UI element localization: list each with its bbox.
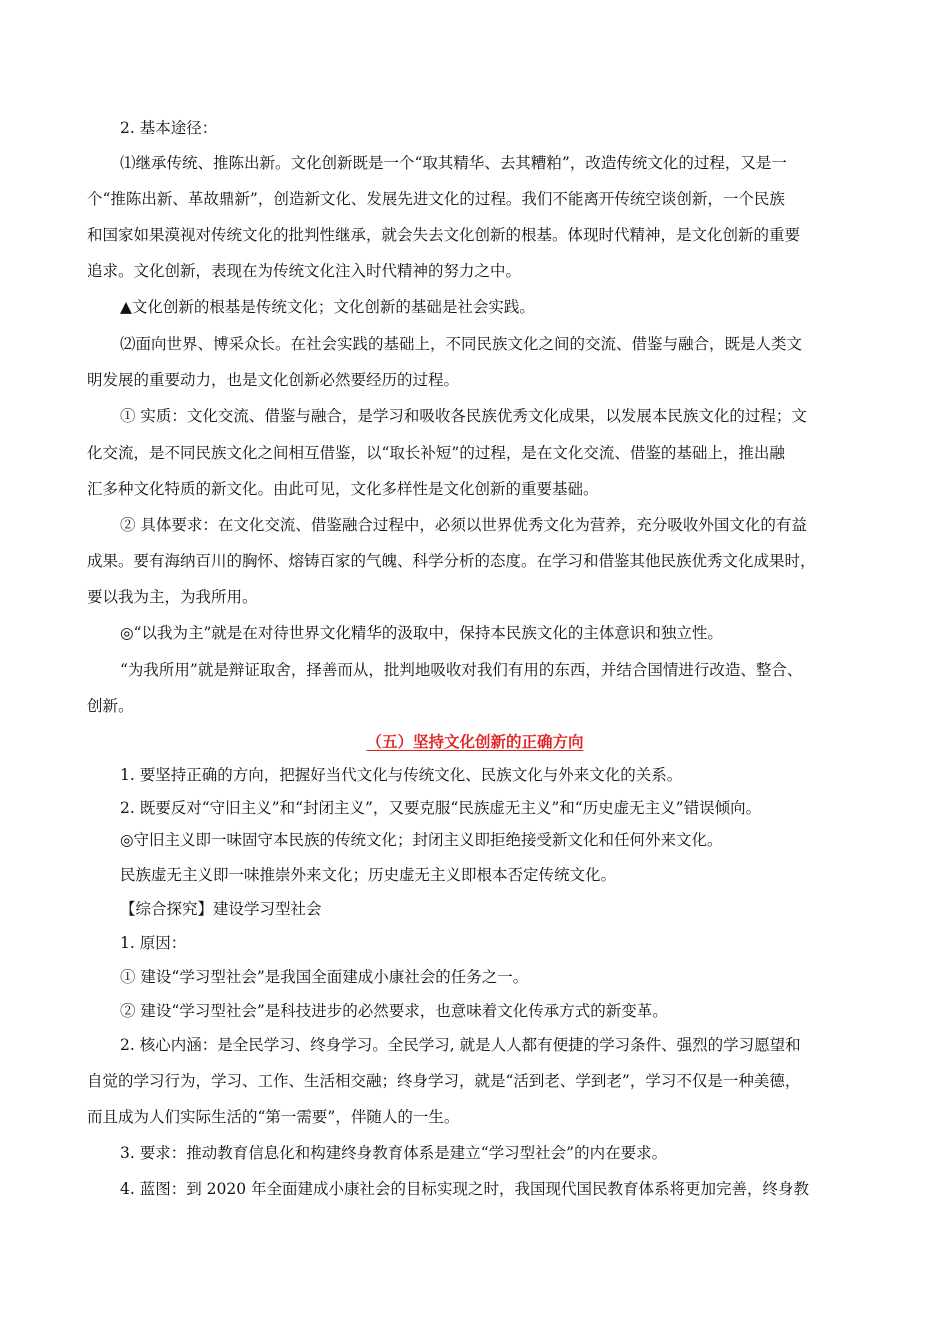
text-line: ◎守旧主义即一味固守本民族的传统文化；封闭主义即拒绝接受新文化和任何外来文化。 — [120, 831, 723, 849]
text-line: “为我所用”就是辩证取舍，择善而从，批判地吸收对我们有用的东西，并结合国情进行改造、整合、 — [120, 661, 803, 679]
text-line: 明发展的重要动力，也是文化创新必然要经历的过程。 — [87, 371, 460, 389]
text-line: 化交流，是不同民族文化之间相互借鉴，以“取长补短”的过程，是在文化交流、借鉴的基础上，推出融 — [87, 444, 785, 462]
text-line: 而且成为人们实际生活的“第一需要”，伴随人的一生。 — [87, 1108, 460, 1126]
text-line: 2. 核心内涵：是全民学习、终身学习。全民学习, 就是人人都有便捷的学习条件、强烈的学习愿望和 — [120, 1036, 801, 1054]
text-line: 自觉的学习行为，学习、工作、生活相交融；终身学习，就是“活到老、学到老”，学习不仅是一种美德， — [87, 1072, 801, 1090]
text-line: 3. 要求：推动教育信息化和构建终身教育体系是建立“学习型社会”的内在要求。 — [120, 1144, 668, 1162]
text-line: 2. 既要反对“守旧主义”和“封闭主义”，又要克服“民族虚无主义”和“历史虚无主义”错误倾向。 — [120, 799, 762, 817]
text-line: 汇多种文化特质的新文化。由此可见，文化多样性是文化创新的重要基础。 — [87, 480, 599, 498]
text-line: 2. 基本途径： — [120, 119, 218, 137]
text-line: ① 实质：文化交流、借鉴与融合，是学习和吸收各民族优秀文化成果，以发展本民族文化的过程；文 — [120, 407, 807, 425]
text-line: 要以我为主，为我所用。 — [87, 588, 258, 606]
text-line: ② 具体要求：在文化交流、借鉴融合过程中，必须以世界优秀文化为营养，充分吸收外国文化的有益 — [120, 516, 807, 534]
text-line: 1. 原因： — [120, 934, 187, 952]
text-line: 追求。文化创新，表现在为传统文化注入时代精神的努力之中。 — [87, 262, 522, 280]
text-line: 4. 蓝图：到 2020 年全面建成小康社会的目标实现之时，我国现代国民教育体系将更加完善，终身教 — [120, 1180, 810, 1198]
text-line: ⑵面向世界、博采众长。在社会实践的基础上，不同民族文化之间的交流、借鉴与融合，既是人类文 — [120, 335, 803, 353]
section-heading: （五）坚持文化创新的正确方向 — [366, 732, 584, 751]
text-line: 成果。要有海纳百川的胸怀、熔铸百家的气魄、科学分析的态度。在学习和借鉴其他民族优秀文化成果时， — [87, 552, 816, 570]
text-line: 个“推陈出新、革故鼎新”，创造新文化、发展先进文化的过程。我们不能离开传统空谈创新，一个民族 — [87, 190, 785, 208]
text-line: 和国家如果漠视对传统文化的批判性继承，就会失去文化创新的根基。体现时代精神，是文化创新的重要 — [87, 226, 801, 244]
text-line: ① 建设“学习型社会”是我国全面建成小康社会的任务之一。 — [120, 968, 529, 986]
text-line: ◎“以我为主”就是在对待世界文化精华的汲取中，保持本民族文化的主体意识和独立性。 — [120, 624, 723, 642]
text-line: 民族虚无主义即一味推崇外来文化；历史虚无主义即根本否定传统文化。 — [120, 866, 617, 884]
text-line: ▲文化创新的根基是传统文化；文化创新的基础是社会实践。 — [120, 298, 535, 316]
text-line: ⑴继承传统、推陈出新。文化创新既是一个“取其精华、去其糟粕”，改造传统文化的过程，又是一 — [120, 154, 787, 172]
text-line: 1. 要坚持正确的方向，把握好当代文化与传统文化、民族文化与外来文化的关系。 — [120, 766, 683, 784]
text-line: 【综合探究】建设学习型社会 — [120, 900, 322, 918]
text-line: ② 建设“学习型社会”是科技进步的必然要求，也意味着文化传承方式的新变革。 — [120, 1002, 668, 1020]
text-line: 创新。 — [87, 697, 134, 715]
